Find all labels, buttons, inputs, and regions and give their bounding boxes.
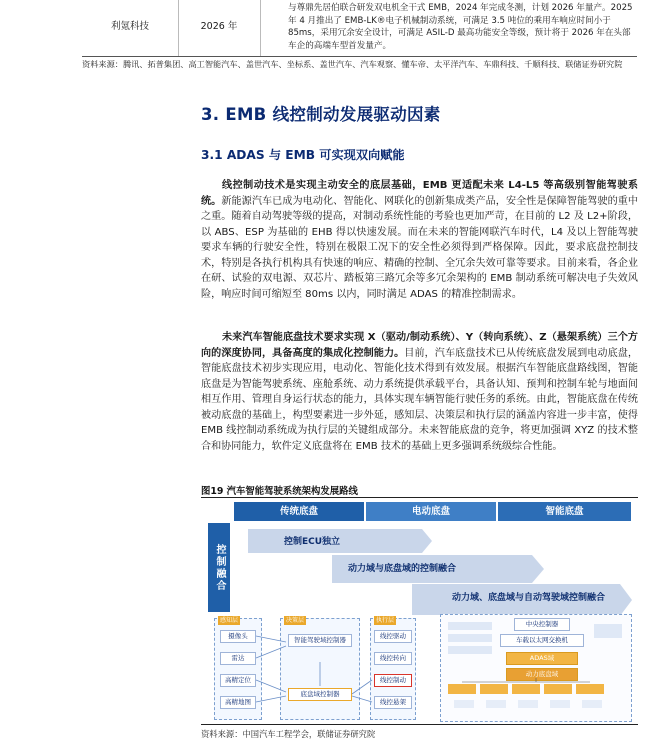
- powertrain-chassis-domain: 动力底盘域: [506, 668, 578, 681]
- stage-intelligent: 智能底盘: [498, 502, 631, 521]
- sense-camera: 摄像头: [220, 630, 256, 643]
- control-fusion-label: 控制融合: [208, 523, 230, 612]
- exec-suspension: 线控悬架: [374, 696, 412, 709]
- layer-tag-decide: 决策层: [286, 617, 305, 624]
- adas-domain: ADAS域: [506, 652, 578, 665]
- table-company-cell: 利氪科技: [110, 21, 149, 32]
- stage-electric: 电动底盘: [366, 502, 496, 521]
- table-divider: [260, 0, 261, 56]
- source-rule: [201, 724, 638, 725]
- paragraph-1-lead: 线控制动技术是实现主动安全的底层基础，EMB 更适配未来 L4-L5 等高级别智能驾驶系统。: [201, 180, 638, 207]
- paragraph-1-body: 新能源汽车已成为电动化、智能化、网联化的创新集成类产品，安全性是保障智能驾驶的重中之重。随着自动驾驶等级的提高，对制动系统性能的考验也更加严苛，在目前的 L2 及 L2+阶段，以 ABS、ESP 为基础的 EHB 得以快速发展。而在未来的智能网联汽车时代，L4 及以上智能驾驶要求车辆的行驶安全性，特别在极限工况下的安全性必须得到严格保障。因此，要求底盘控制技术，特别是各执行机构具有快速的响应、精确的控制、全冗余失效可靠等要求。目前来看，各企业在研、试验的双电源、双芯片、踏板第三路冗余等多冗余架构的 EMB 制动系统可解决电子失效风险，响应时间可缩短至 80ms 以内，同时满足 ADAS 的精准控制需求。: [201, 195, 639, 300]
- stage-traditional: 传统底盘: [234, 502, 364, 521]
- exec-steer: 线控转向: [374, 652, 412, 665]
- sense-map: 高精地图: [220, 696, 256, 709]
- central-controller: 中央控制器: [514, 618, 570, 631]
- decide-adas-controller: 智能驾驶域控制器: [288, 634, 352, 647]
- paragraph-1: [201, 178, 638, 302]
- right-detail-blocks: [444, 616, 628, 720]
- exec-brake: 线控制动: [374, 674, 412, 687]
- arrow-label-1: 控制ECU独立: [284, 537, 341, 547]
- layer-tag-sense: 感知层: [220, 617, 239, 624]
- exec-drive: 线控驱动: [374, 630, 412, 643]
- paragraph-2-lead: 未来汽车智能底盘技术要求实现 X（驱动/制动系统）、Y（转向系统）、Z（悬架系统）三个方向的深度协同，具备高度的集成化控制能力。: [201, 332, 638, 359]
- detail-connectors: [254, 622, 384, 722]
- subsection-title: 3.1 ADAS 与 EMB 可实现双向赋能: [201, 148, 405, 162]
- source-note-top: 资料来源：腾讯、拓普集团、高工智能汽车、盖世汽车、坐标系、盖世汽车、汽车观察、懂车帝、太平洋汽车、车鼎科技、千顺科技、联储证券研究院: [82, 59, 623, 69]
- table-description-cell: 与尊鼎先居伯联合研发双电机全干式 EMB，2024 年完成冬测，计划 2026 年量产。2025 年 4 月推出了 EMB-LK®电子机械制动系统，可满足 3.5 吨位的乘用车响应时间小于 85ms，采用冗余安全设计，可满足 ASIL-D 最高功能安全等级，预计将于 2026 年在头部车企的高端车型首发量产。: [288, 3, 633, 51]
- figure-title: 图19 汽车智能驾驶系统架构发展路线: [201, 486, 358, 497]
- ethernet-switch: 车载以太网交换机: [500, 634, 584, 647]
- arrow-label-3: 动力域、底盘域与自动驾驶域控制融合: [452, 593, 606, 603]
- architecture-figure: [208, 502, 633, 722]
- sense-radar: 雷达: [220, 652, 256, 665]
- decide-chassis-controller: 底盘域控制器: [288, 688, 352, 701]
- sense-positioning: 高精定位: [220, 674, 256, 687]
- paragraph-2: [201, 330, 638, 454]
- source-note-bottom: 资料来源：中国汽车工程学会，联储证券研究院: [201, 729, 376, 739]
- arrow-label-2: 动力域与底盘域的控制融合: [348, 564, 457, 574]
- paragraph-2-body: 目前，汽车底盘技术已从传统底盘发展到电动底盘，智能底盘技术初步实现应用，电动化、智能化技术得到有效发展。根据汽车智能底盘路线图，智能底盘是为智能驾驶系统、座舱系统、动力系统提供承载平台，具备认知、预判和控制车轮与地面间相互作用、管理自身运行状态的能力，具体实现车辆智能行驶任务的系统。由此，智能底盘在传统被动底盘的基础上，构型要素进一步外延，感知层、决策层和执行层的涵盖内容进一步丰富，使得 EMB 线控制动系统成为执行层的关键组成部分。未来智能底盘的竞争，将更加强调 XYZ 的技术整合和协同能力，软件定义底盘将在 EMB 技术的基础上更多强调系统级综合性能。: [201, 347, 639, 452]
- figure-rule: [201, 497, 638, 498]
- table-year-cell: 2026 年: [200, 21, 238, 32]
- section-title: 3. EMB 线控制动发展驱动因素: [201, 105, 441, 124]
- layer-tag-exec: 执行层: [376, 617, 395, 624]
